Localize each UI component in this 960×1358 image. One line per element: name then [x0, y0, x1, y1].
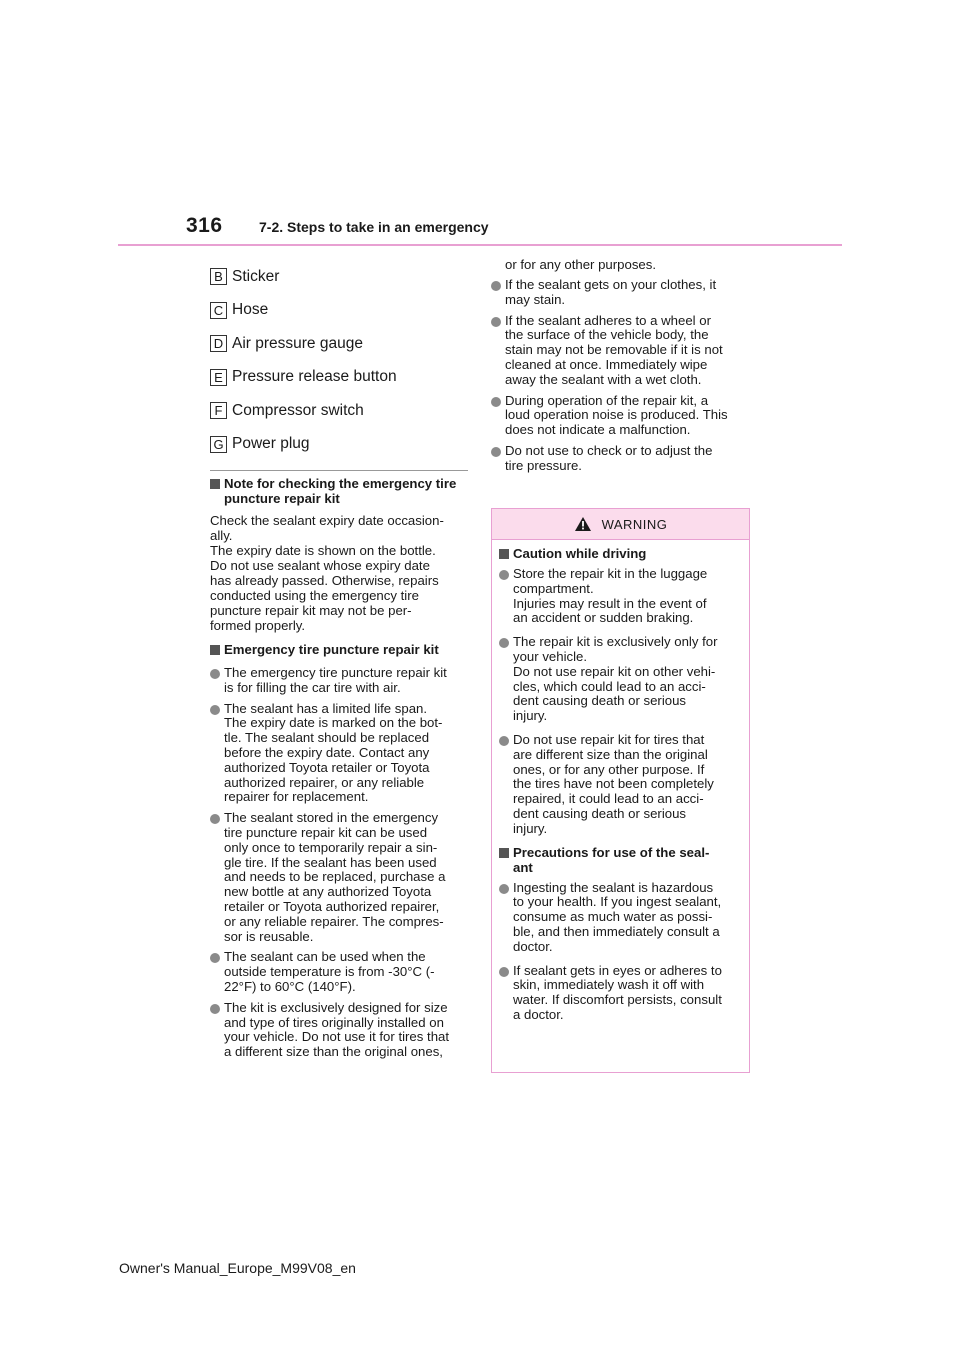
list-item-text: Do not use to check or to adjust the tire pressure.	[505, 442, 713, 473]
list-item	[491, 278, 751, 308]
list-item-text: Ingesting the sealant is hazardous to your health. If you ingest sealant, consume as much water as possi- ble, and then immediately consult a doctor.	[513, 879, 722, 954]
right-column	[491, 257, 751, 474]
warning-header	[492, 509, 749, 540]
list-item-text: Store the repair kit in the luggage compartment. Injuries may result in the event of an accident or sudden braking.	[513, 566, 708, 626]
precautions-heading	[499, 845, 742, 875]
circle-bullet-icon	[210, 814, 220, 824]
list-item	[210, 811, 468, 944]
legend-letter-box: F	[210, 402, 227, 419]
list-item-text: The kit is exclusively designed for size and type of tires originally installed on your vehicle. Do not use it for tires that a different size than the original ones,	[224, 999, 450, 1060]
list-item	[491, 394, 751, 438]
list-item-text: The sealant stored in the emergency tire puncture repair kit can be used only once to temporarily repair a sin- gle tire. If the sealant has been used and needs to be replaced, purchase a new bottle at any authorized Toyota retailer or Toyota authorized repairer, or any reliable repairer. The compres- sor is reusable.	[224, 810, 446, 944]
legend-letter-box: E	[210, 369, 227, 386]
list-item	[210, 702, 468, 806]
footer-text: Owner's Manual_Europe_M99V08_en	[119, 1260, 356, 1276]
list-item-text: The sealant has a limited life span. The expiry date is marked on the bot- tle. The sealant should be replaced before the expiry date. Contact any authorized Toyota retailer or Toyota authorized repairer, or any reliable repairer for replacement.	[224, 700, 443, 805]
list-item-text: The emergency tire puncture repair kit is for filling the car tire with air.	[224, 665, 447, 695]
legend-letter-box: B	[210, 268, 227, 285]
caution-heading-text: Caution while driving	[513, 546, 647, 561]
warning-body	[492, 540, 749, 1023]
list-item	[210, 666, 468, 696]
list-item-text: The sealant can be used when the outside temperature is from -30°C (- 22°F) to 60°C (140°F).	[224, 949, 435, 994]
list-item	[210, 950, 468, 994]
circle-bullet-icon	[499, 638, 509, 648]
circle-bullet-icon	[491, 397, 501, 407]
note-heading-text: Note for checking the emergency tire puncture repair kit	[224, 476, 457, 506]
legend-item	[210, 361, 468, 395]
warning-triangle-icon	[574, 516, 592, 532]
legend-letter-box: C	[210, 302, 227, 319]
circle-bullet-icon	[491, 447, 501, 457]
header-rule	[118, 244, 842, 246]
legend-label: Compressor switch	[232, 401, 364, 419]
circle-bullet-icon	[499, 570, 509, 580]
list-item-text: If the sealant gets on your clothes, it may stain.	[505, 277, 717, 307]
square-bullet-icon	[210, 645, 220, 655]
square-bullet-icon	[499, 549, 509, 559]
note-paragraph: Check the sealant expiry date occasion- ally. The expiry date is shown on the bottle. Do not use sealant whose expiry date has already passed. Otherwise, repairs conducted using the emergency tire puncture repair kit may not be per- formed properly.	[210, 513, 444, 633]
list-item	[499, 635, 742, 724]
legend-item	[210, 294, 468, 328]
legend-letter-box: D	[210, 335, 227, 352]
legend-item	[210, 428, 468, 462]
circle-bullet-icon	[499, 967, 509, 977]
legend-label: Sticker	[232, 267, 280, 285]
legend-label: Power plug	[232, 435, 310, 453]
section-divider	[210, 470, 468, 471]
kit-heading-text: Emergency tire puncture repair kit	[224, 642, 439, 657]
caution-heading	[499, 546, 742, 561]
circle-bullet-icon	[499, 884, 509, 894]
legend-label: Pressure release button	[232, 368, 397, 386]
continuation-text: or for any other purposes.	[505, 257, 657, 272]
list-item	[210, 1001, 468, 1060]
left-column	[210, 260, 468, 1060]
list-item	[499, 881, 742, 955]
legend-label: Air pressure gauge	[232, 334, 363, 352]
circle-bullet-icon	[210, 1004, 220, 1014]
legend-item	[210, 394, 468, 428]
circle-bullet-icon	[491, 281, 501, 291]
circle-bullet-icon	[210, 705, 220, 715]
list-item-text: If the sealant adheres to a wheel or the surface of the vehicle body, the stain may not be removable if it is not cleaned at once. Immediately wipe away the sealant with a wet cloth.	[505, 312, 723, 387]
precautions-heading-text: Precautions for use of the seal- ant	[513, 844, 710, 875]
list-item-text: Do not use repair kit for tires that are different size than the original ones, or for any other purpose. If the tires have not been completely repaired, it could lead to an acci- dent causing death or serious injury.	[513, 731, 714, 836]
legend-item	[210, 260, 468, 294]
legend-label: Hose	[232, 301, 269, 319]
note-heading	[210, 476, 468, 506]
list-item	[499, 964, 742, 1023]
list-item	[499, 733, 742, 837]
legend-item	[210, 327, 468, 361]
list-item	[491, 444, 751, 474]
list-item-text: During operation of the repair kit, a loud operation noise is produced. This does not indicate a malfunction.	[505, 392, 728, 438]
list-item-text: The repair kit is exclusively only for your vehicle. Do not use repair kit on other vehi- cles, which could lead to an acci- dent causing death or serious injury.	[513, 634, 718, 724]
kit-heading	[210, 642, 468, 657]
list-item	[491, 314, 751, 388]
list-item-text: If sealant gets in eyes or adheres to skin, immediately wash it off with water. If discomfort persists, consult a doctor.	[513, 962, 722, 1022]
list-item	[499, 567, 742, 626]
legend-letter-box: G	[210, 436, 227, 453]
warning-box	[491, 508, 750, 1073]
circle-bullet-icon	[491, 317, 501, 327]
warning-title: WARNING	[601, 516, 668, 532]
circle-bullet-icon	[499, 736, 509, 746]
circle-bullet-icon	[210, 953, 220, 963]
page-number: 316	[186, 214, 223, 237]
square-bullet-icon	[499, 848, 509, 858]
section-title: 7-2. Steps to take in an emergency	[259, 219, 489, 235]
circle-bullet-icon	[210, 669, 220, 679]
square-bullet-icon	[210, 479, 220, 489]
legend-list	[210, 260, 468, 461]
